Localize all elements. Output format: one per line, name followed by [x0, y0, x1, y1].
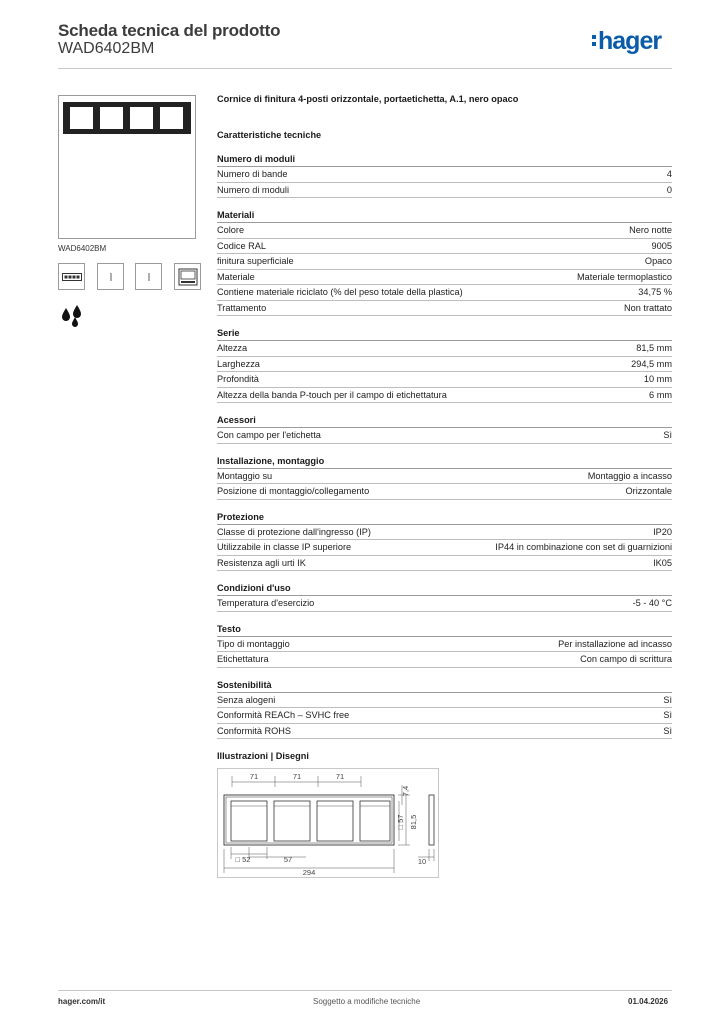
product-code: WAD6402BM: [58, 40, 155, 57]
spec-value: 10 mm: [643, 374, 672, 384]
spec-label: Posizione di montaggio/collegamento: [217, 486, 370, 496]
spec-label: finitura superficiale: [217, 256, 294, 266]
spec-section: [217, 510, 672, 572]
spec-section: [217, 326, 672, 403]
spec-label: Altezza della banda P-touch per il campo di etichettatura: [217, 389, 447, 400]
section-title: Materiali: [217, 208, 672, 223]
spec-value: 6 mm: [649, 389, 672, 400]
spec-row: [217, 652, 672, 668]
single-line-icon: [97, 263, 124, 290]
section-title: Protezione: [217, 510, 672, 525]
spec-row: [217, 540, 672, 556]
spec-label: Tipo di montaggio: [217, 638, 290, 649]
spec-value: Sì: [663, 694, 672, 705]
spec-value: Sì: [663, 725, 672, 736]
dim-first-center: 57: [283, 855, 293, 864]
dim-inner-height: □ 57: [396, 814, 405, 830]
spec-section: [217, 152, 672, 198]
spec-row: [217, 556, 672, 572]
single-line-icon: [135, 263, 162, 290]
dim-total-width: 294: [302, 868, 316, 877]
spec-value: 9005: [651, 240, 672, 251]
spec-label: Utilizzabile in classe IP superiore: [217, 542, 352, 552]
product-image: [58, 95, 196, 239]
spec-label: Classe di protezione dall'ingresso (IP): [217, 526, 371, 537]
section-title: Testo: [217, 622, 672, 637]
spec-content: [217, 94, 672, 878]
spec-row: [217, 183, 672, 199]
spec-row: [217, 469, 672, 485]
spec-value: 4: [666, 169, 672, 179]
water-drops-icon: [59, 302, 86, 329]
spec-section: [217, 622, 672, 668]
spec-label: Temperatura d'esercizio: [217, 598, 315, 608]
spec-label: Trattamento: [217, 302, 267, 313]
dim-label-band: 7,4: [401, 785, 410, 797]
dim-total-height: 81,5: [409, 814, 418, 830]
dim-pitch-2: 71: [292, 772, 302, 781]
dim-pitch-3: 71: [335, 772, 345, 781]
dim-depth: 10: [417, 857, 427, 866]
logo-dots-icon: [592, 25, 598, 54]
spec-row: [217, 167, 672, 183]
section-title: Acessori: [217, 413, 672, 428]
spec-value: -5 - 40 °C: [632, 598, 672, 608]
spec-label: Larghezza: [217, 358, 260, 369]
section-title: Serie: [217, 326, 672, 341]
spec-label: Numero di moduli: [217, 184, 289, 195]
spec-value: IK05: [653, 557, 672, 568]
spec-label: Senza alogeni: [217, 694, 276, 705]
dim-opening: □ 52: [235, 855, 251, 864]
dimension-drawing: [217, 768, 439, 878]
spec-row: [217, 724, 672, 740]
spec-value: 294,5 mm: [631, 358, 672, 369]
spec-sections: [217, 152, 672, 739]
spec-row: [217, 708, 672, 724]
spec-section: [217, 678, 672, 740]
section-title: Condizioni d'uso: [217, 581, 672, 596]
footer-date: 01.04.2026: [628, 997, 669, 1006]
spec-row: [217, 372, 672, 388]
spec-row: [217, 596, 672, 612]
product-description: Cornice di finitura 4-posti orizzontale, portaetichetta, A.1, nero opaco: [217, 94, 519, 104]
spec-row: [217, 254, 672, 270]
spec-row: [217, 693, 672, 709]
section-title: Installazione, montaggio: [217, 454, 672, 469]
spec-value: IP20: [653, 526, 672, 537]
spec-row: [217, 223, 672, 239]
section-title: Sostenibilità: [217, 678, 672, 693]
spec-value: IP44 in combinazione con set di guarnizioni: [495, 542, 672, 552]
spec-row: [217, 428, 672, 444]
spec-label: Montaggio su: [217, 470, 273, 481]
spec-value: Montaggio a incasso: [587, 470, 672, 481]
spec-row: [217, 341, 672, 357]
spec-value: Per installazione ad incasso: [558, 638, 672, 649]
spec-section: [217, 581, 672, 612]
footer-website[interactable]: hager.com/it: [58, 997, 106, 1006]
page-title: Scheda tecnica del prodotto: [58, 21, 281, 40]
specs-heading: Caratteristiche tecniche: [217, 130, 322, 140]
spec-row: [217, 239, 672, 255]
image-caption: WAD6402BM: [58, 244, 107, 253]
frame-picture: [63, 102, 191, 134]
header-divider: [58, 68, 672, 69]
spec-value: 34,75 %: [638, 287, 672, 297]
spec-value: Opaco: [644, 256, 672, 266]
spec-label: Codice RAL: [217, 240, 267, 251]
spec-row: [217, 285, 672, 301]
footer-note: Soggetto a modifiche tecniche: [313, 997, 421, 1006]
spec-label: Etichettatura: [217, 654, 269, 664]
spec-label: Conformità ROHS: [217, 725, 292, 736]
spec-value: Sì: [663, 710, 672, 720]
spec-section: [217, 413, 672, 444]
spec-row: [217, 484, 672, 500]
spec-row: [217, 637, 672, 653]
hager-logo: [592, 27, 661, 56]
spec-value: Nero notte: [629, 225, 672, 235]
spec-label: Materiale: [217, 271, 255, 282]
spec-label: Altezza: [217, 343, 248, 353]
spec-label: Profondità: [217, 374, 259, 384]
spec-label: Con campo per l'etichetta: [217, 430, 321, 440]
spec-label: Conformità REACh – SVHC free: [217, 710, 350, 720]
spec-label: Resistenza agli urti IK: [217, 557, 306, 568]
spec-label: Colore: [217, 225, 245, 235]
dim-pitch-1: 71: [249, 772, 259, 781]
illustrations-title: Illustrazioni | Disegni: [217, 751, 309, 761]
label-holder-icon: [174, 263, 201, 290]
spec-section: [217, 454, 672, 500]
spec-value: Orizzontale: [625, 486, 672, 496]
spec-label: Numero di bande: [217, 169, 288, 179]
spec-section: [217, 208, 672, 316]
spec-value: 0: [666, 184, 672, 195]
spec-row: [217, 388, 672, 404]
four-module-icon: [58, 263, 85, 290]
spec-value: Non trattato: [623, 302, 672, 313]
footer-divider: [58, 990, 672, 991]
spec-value: Materiale termoplastico: [577, 271, 672, 282]
spec-row: [217, 525, 672, 541]
section-title: Numero di moduli: [217, 152, 672, 167]
spec-row: [217, 357, 672, 373]
spec-value: Con campo di scrittura: [580, 654, 672, 664]
spec-value: 81,5 mm: [636, 343, 672, 353]
spec-label: Contiene materiale riciclato (% del peso totale della plastica): [217, 287, 463, 297]
spec-row: [217, 270, 672, 286]
brand-name: hager: [598, 27, 662, 55]
spec-row: [217, 301, 672, 317]
spec-value: Sì: [663, 430, 672, 440]
